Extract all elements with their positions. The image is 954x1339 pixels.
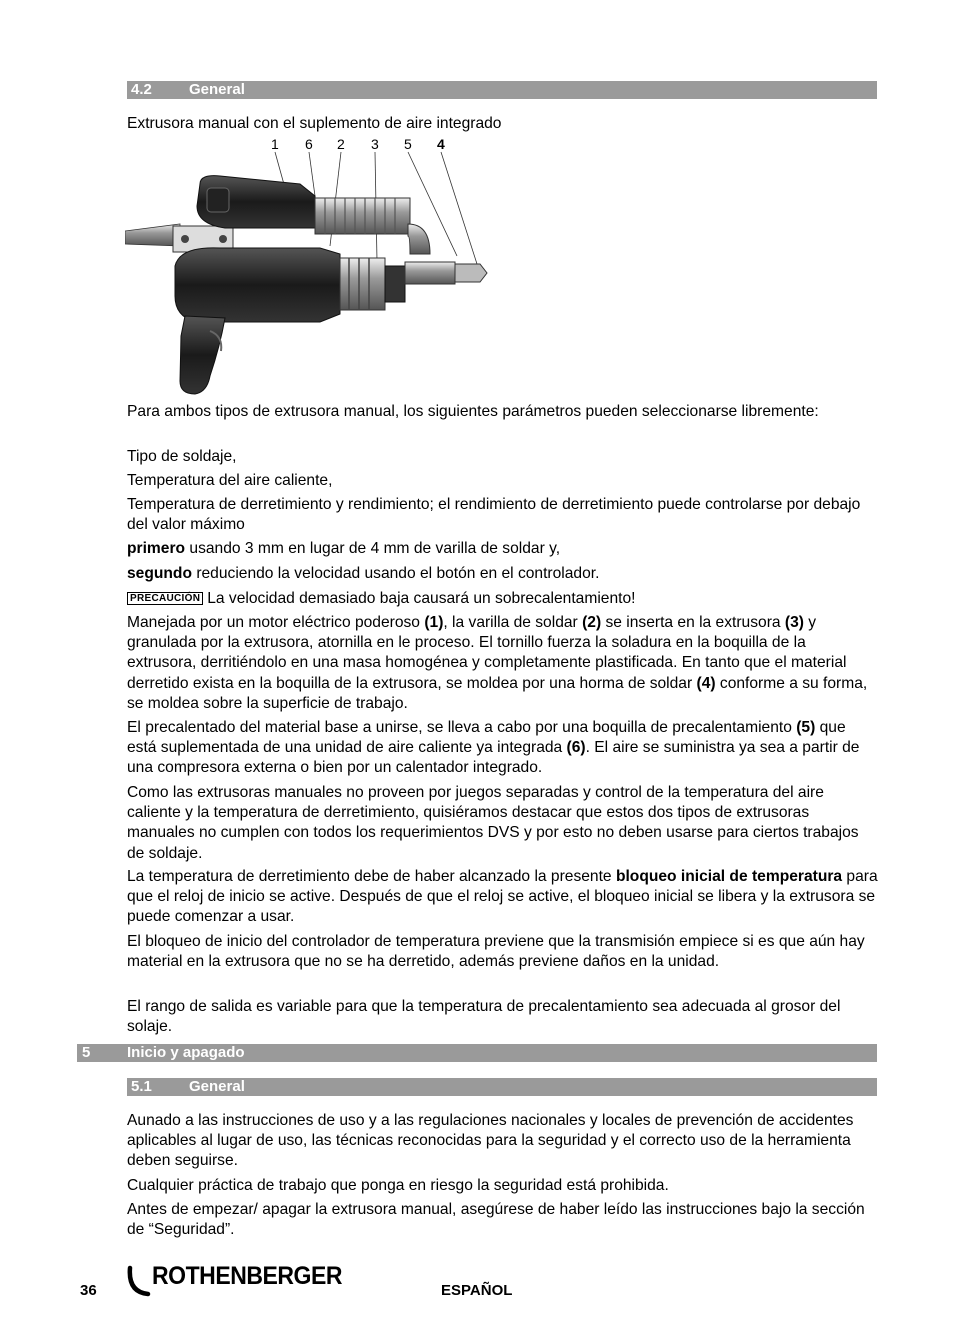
text-span: y granulada por la extrusora, atornilla en le proceso. El tornillo fuerza la soladura en la boquilla de la extrusora, derritiéndolo en una masa homogénea y completamente plastificada. En tanto que el material derretido exista en la boquilla de la extrusora, se moldea por una horma de soldar xyxy=(127,614,847,692)
section-header-5 xyxy=(77,1044,877,1062)
text-span: , la varilla de soldar xyxy=(443,614,583,631)
bold-primero: primero xyxy=(127,540,186,557)
section-title: Inicio y apagado xyxy=(127,1044,245,1061)
text-segundo: reduciendo la velocidad usando el botón en el controlador. xyxy=(191,565,600,582)
paragraph-seguridad: Antes de empezar/ apagar la extrusora manual, asegúrese de haber leído las instrucciones bajo la sección de “Seguridad”. xyxy=(127,1201,865,1239)
callout-3: 3 xyxy=(371,136,379,152)
paragraph-segundo xyxy=(127,564,879,584)
callout-1: 1 xyxy=(271,136,279,152)
paragraph-precalentado xyxy=(127,718,879,779)
section-number: 4.2 xyxy=(131,81,152,98)
paragraph-prohibida: Cualquier práctica de trabajo que ponga en riesgo la seguridad está prohibida. xyxy=(127,1177,669,1194)
text-span: conforme a su forma, se moldea sobre la superficie de trabajo. xyxy=(127,674,868,712)
section-header-5-1 xyxy=(127,1078,877,1096)
paragraph-bloqueo-controlador: El bloqueo de inicio del controlador de temperatura previene que la transmisión empiece si es que aún hay material en la extrusora que no se ha derretido, además previene daños en la unidad. xyxy=(127,933,865,971)
ref-3: (3) xyxy=(784,614,804,631)
paragraph-motor xyxy=(127,613,879,714)
rothenberger-logo xyxy=(126,1262,366,1300)
ref-6: (6) xyxy=(566,739,586,757)
page-number: 36 xyxy=(80,1282,97,1299)
text-span: El precalentado del material base a unirse, se lleva a cabo por una boquilla de precalentamiento xyxy=(127,719,797,736)
paragraph-bloqueo-inicial xyxy=(127,867,879,928)
ref-2: (2) xyxy=(582,614,602,631)
text-span: La temperatura de derretimiento debe de haber alcanzado la presente xyxy=(127,868,616,885)
text-span: que está suplementada de una unidad de aire caliente ya integrada xyxy=(127,719,846,757)
text-span: se inserta en la extrusora xyxy=(601,614,785,631)
text-span: . El aire se suministra ya sea a partir de una compresora externa o bien por un calentador integrado. xyxy=(127,739,860,777)
callout-5: 5 xyxy=(404,136,412,152)
text-primero: usando 3 mm en lugar de 4 mm de varilla de soldar y, xyxy=(185,540,561,557)
paragraph-instrucciones: Aunado a las instrucciones de uso y a las regulaciones nacionales y locales de prevención de accidentes aplicables al lugar de uso, las técnicas reconocidas para la seguridad y el correcto uso de la herramienta deben seguirse. xyxy=(127,1112,854,1170)
paragraph-tipo-soldaje: Tipo de soldaje, xyxy=(127,448,237,465)
text-span: para que el reloj de inicio se active. Después de que el reloj se active, el bloqueo inicial se libera y la extrusora se puede comenzar a usar. xyxy=(127,868,878,926)
ref-1: (1) xyxy=(424,614,444,631)
paragraph-caution xyxy=(127,589,879,609)
section-title: General xyxy=(189,81,245,98)
caution-text: La velocidad demasiado baja causará un sobrecalentamiento! xyxy=(207,590,636,607)
intro-text: Extrusora manual con el suplemento de aire integrado xyxy=(127,115,502,132)
bold-segundo: segundo xyxy=(127,565,192,582)
footer-language: ESPAÑOL xyxy=(441,1282,513,1299)
extruder-illustration xyxy=(125,136,525,398)
paragraph-dvs: Como las extrusoras manuales no proveen por juegos separadas y control de la temperatura del aire caliente y la temperatura de derretimiento, quisiéramos destacar que estos dos tipos de extrusoras manuales no cumplen con todos los requerimientos DVS y por esto no deben usarse para ciertos trabajos de soldaje. xyxy=(127,784,859,862)
paragraph-temperatura-aire: Temperatura del aire caliente, xyxy=(127,472,333,489)
caution-badge: PRECAUCIÓN xyxy=(127,592,203,605)
callout-4: 4 xyxy=(437,136,445,152)
paragraph-primero xyxy=(127,539,879,559)
section-title: General xyxy=(189,1078,245,1095)
text-span: Manejada por un motor eléctrico poderoso xyxy=(127,614,425,631)
paragraph-parameters: Para ambos tipos de extrusora manual, los siguientes parámetros pueden seleccionarse libremente: xyxy=(127,403,819,420)
ref-4: (4) xyxy=(696,674,716,692)
ref-5: (5) xyxy=(796,719,816,736)
paragraph-temperatura-derretimiento: Temperatura de derretimiento y rendimiento; el rendimiento de derretimiento puede controlarse por debajo del valor máximo xyxy=(127,496,861,534)
callout-2: 2 xyxy=(337,136,345,152)
section-header-4-2 xyxy=(127,81,877,99)
section-number: 5 xyxy=(82,1044,91,1061)
brand-name: ROTHENBERGER xyxy=(152,1262,342,1290)
callout-6: 6 xyxy=(305,136,313,152)
bold-bloqueo: bloqueo inicial de temperatura xyxy=(615,868,843,885)
section-number: 5.1 xyxy=(131,1078,152,1095)
paragraph-rango-salida: El rango de salida es variable para que la temperatura de precalentamiento sea adecuada al grosor del solaje. xyxy=(127,998,841,1036)
